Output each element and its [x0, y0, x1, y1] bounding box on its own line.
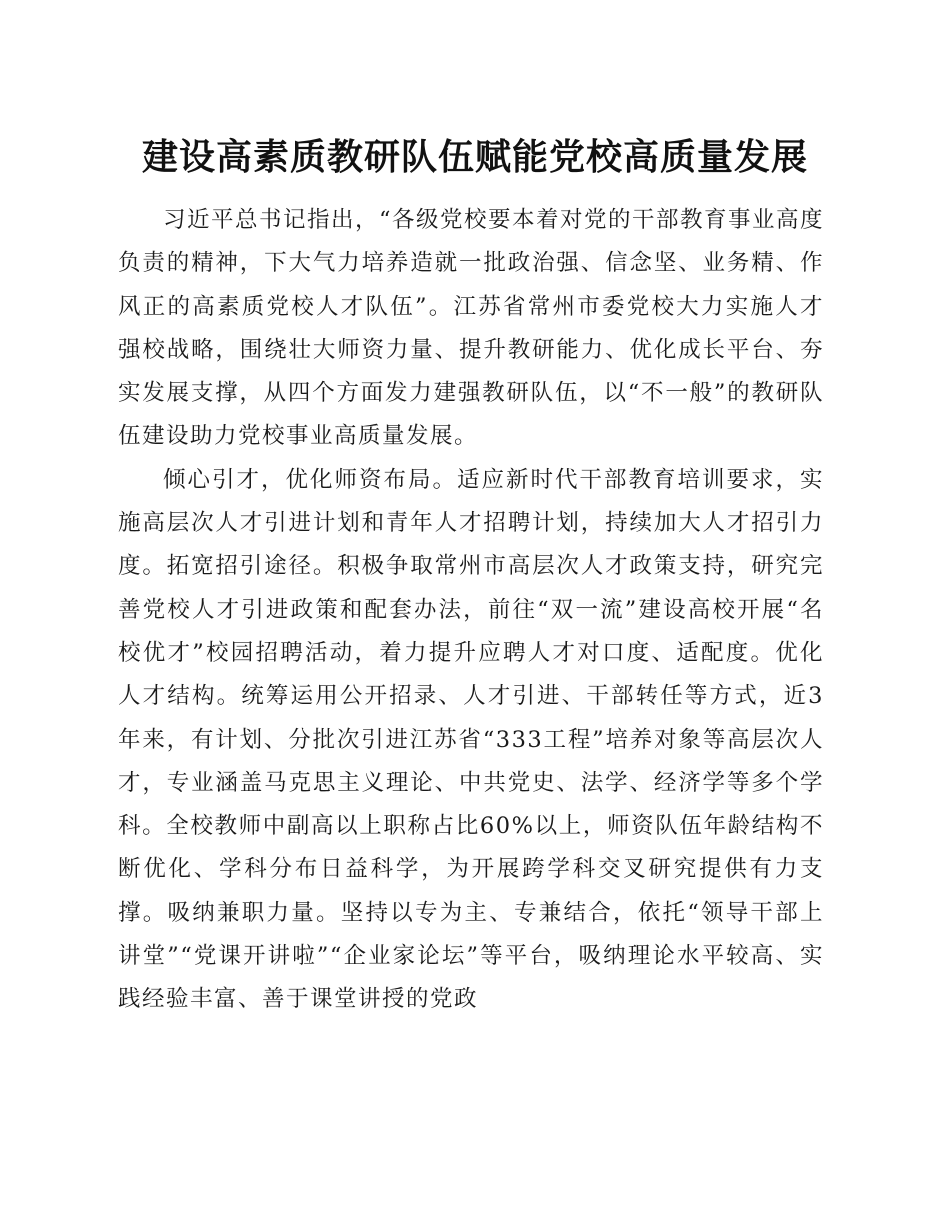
paragraph-talent-recruitment: 倾心引才，优化师资布局。适应新时代干部教育培训要求，实施高层次人才引进计划和青年人才招聘计划，持续加大人才招引力度。拓宽招引途径。积极争取常州市高层次人才政策支持，研究完善党校人才引进政策和配套办法，前往“双一流”建设高校开展“名校优才”校园招聘活动，着力提升应聘人才对口度、适配度。优化人才结构。统筹运用公开招录、人才引进、干部转任等方式，近3年来，有计划、分批次引进江苏省“333工程”培养对象等高层次人才，专业涵盖马克思主义理论、中共党史、法学、经济学等多个学科。全校教师中副高以上职称占比60%以上，师资队伍年龄结构不断优化、学科分布日益科学，为开展跨学科交叉研究提供有力支撑。吸纳兼职力量。坚持以专为主、专兼结合，依托“领导干部上讲堂”“党课开讲啦”“企业家论坛”等平台，吸纳理论水平较高、实践经验丰富、善于课堂讲授的党政 — [118, 466, 824, 1013]
document-title: 建设高素质教研队伍赋能党校高质量发展 — [141, 136, 808, 178]
paragraph-intro: 习近平总书记指出，“各级党校要本着对党的干部教育事业高度负责的精神，下大气力培养造就一批政治强、信念坚、业务精、作风正的高素质党校人才队伍”。江苏省常州市委党校大力实施人才强校战略，围绕壮大师资力量、提升教研能力、优化成长平台、夯实发展支撑，从四个方面发力建强教研队伍，以“不一般”的教研队伍建设助力党校事业高质量发展。 — [118, 207, 825, 450]
document-body — [118, 199, 824, 1022]
